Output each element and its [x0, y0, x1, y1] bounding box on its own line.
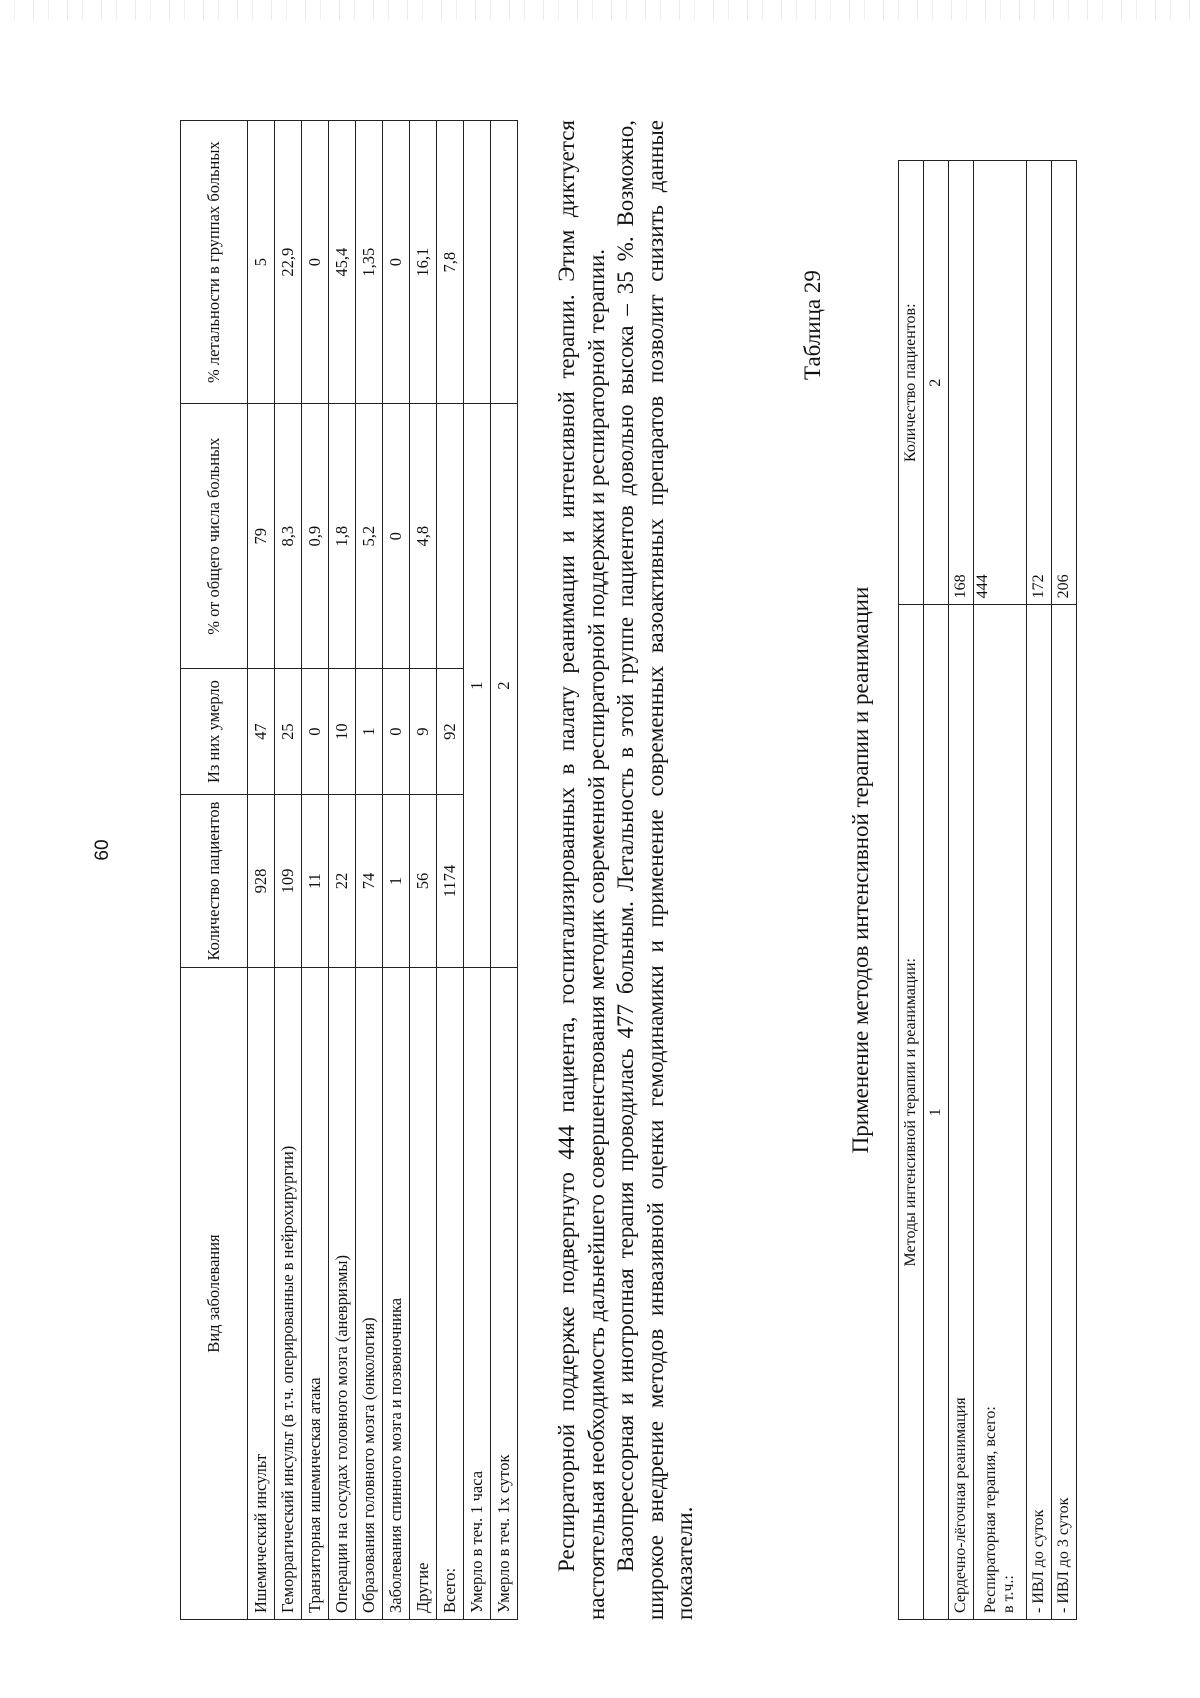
- table-row: [248, 121, 275, 1620]
- method-count: 206: [1052, 161, 1077, 605]
- patient-count: 56: [410, 795, 437, 968]
- table-column-numbers-row: [924, 161, 949, 1620]
- died-count: 9: [410, 669, 437, 795]
- percent-mortality: 1,35: [356, 121, 383, 404]
- method-count: 444: [974, 161, 1027, 605]
- disease-name: Другие: [410, 968, 437, 1620]
- disease-name: Геморрагический инсульт (в т.ч. оперированные в нейрохирургии): [275, 968, 302, 1620]
- percent-total: 8,3: [275, 404, 302, 669]
- percent-total: [437, 404, 464, 669]
- died-label: Умерло в теч. 1х суток: [491, 968, 518, 1620]
- rotated-page-content: [30, 40, 1073, 1640]
- header-disease-type: Вид заболевания: [181, 968, 248, 1620]
- table-row: [1027, 161, 1052, 1620]
- table-row-died-1h: [464, 121, 491, 1620]
- died-label: Умерло в теч. 1 часа: [464, 968, 491, 1620]
- intensive-therapy-table: [898, 160, 1077, 1620]
- table-row: [275, 121, 302, 1620]
- method-name: - ИВЛ до 3 суток: [1052, 605, 1077, 1620]
- percent-total: 0,9: [302, 404, 329, 669]
- method-name-cell: [974, 605, 1027, 1620]
- percent-mortality: 22,9: [275, 121, 302, 404]
- percent-mortality: 45,4: [329, 121, 356, 404]
- table-title: Применение методов интенсивной терапии и реанимации: [848, 586, 873, 1154]
- column-number: 2: [924, 161, 949, 605]
- died-count: 47: [248, 669, 275, 795]
- table-row: [949, 161, 974, 1620]
- table-row: [410, 121, 437, 1620]
- disease-name: Транзиторная ишемическая атака: [302, 968, 329, 1620]
- patient-count: 1174: [437, 795, 464, 968]
- percent-mortality: 0: [302, 121, 329, 404]
- disease-name: Операции на сосудах головного мозга (аневризмы): [329, 968, 356, 1620]
- patient-count: 22: [329, 795, 356, 968]
- method-name: Сердечно-лёгочная реанимация: [949, 605, 974, 1620]
- table-row: [302, 121, 329, 1620]
- died-count: 10: [329, 669, 356, 795]
- header-died: Из них умерло: [181, 669, 248, 795]
- patient-count: 74: [356, 795, 383, 968]
- table-row: [1052, 161, 1077, 1620]
- patient-count: 928: [248, 795, 275, 968]
- percent-total: 1,8: [329, 404, 356, 669]
- table-header-row: [899, 161, 924, 1620]
- table-row: [974, 161, 1027, 1620]
- percent-mortality: 16,1: [410, 121, 437, 404]
- method-count: 168: [949, 161, 974, 605]
- died-count: 1: [356, 669, 383, 795]
- disease-name: Ишемический инсульт: [248, 968, 275, 1620]
- patient-count: 11: [302, 795, 329, 968]
- header-percent-total: % от общего числа больных: [181, 404, 248, 669]
- method-name: Респираторная терапия, всего:: [982, 1406, 1000, 1613]
- method-subnote: в т.ч.:: [1000, 1575, 1017, 1613]
- table-row: [329, 121, 356, 1620]
- paragraph: Вазопрессорная и инотропная терапия проводилась 477 больным. Летальность в этой группе пациентов довольно высока – 35 %. Возможно, широкое внедрение методов инвазивной оценки гемодинамики и применение современных вазоактивных препаратов позволит снизить данные показатели.: [613, 120, 697, 1620]
- body-text: [552, 120, 700, 1620]
- died-count: 25: [275, 669, 302, 795]
- table-caption-number: Таблица 29: [800, 270, 825, 380]
- percent-total: 0: [383, 404, 410, 669]
- header-percent-mortality: % летальности в группах больных: [181, 121, 248, 404]
- patient-count: 1: [383, 795, 410, 968]
- died-value: 2: [491, 404, 518, 968]
- died-count: 0: [383, 669, 410, 795]
- table-row: [383, 121, 410, 1620]
- paragraph: Респираторной поддержке подвергнуто 444 пациента, госпитализированных в палату реанимации и интенсивной терапии. Этим диктуется настоятельная необходимость дальнейшего совершенствования методик современной респираторной поддержки и респираторной терапии.: [554, 120, 609, 1620]
- table-row: [356, 121, 383, 1620]
- header-patient-count: Количество пациентов: [181, 795, 248, 968]
- empty-cell: [491, 121, 518, 404]
- percent-mortality: 7,8: [437, 121, 464, 404]
- scan-artifact-strip: [0, 0, 1200, 20]
- method-count: 172: [1027, 161, 1052, 605]
- percent-total: 4,8: [410, 404, 437, 669]
- empty-cell: [464, 121, 491, 404]
- column-number: 1: [924, 605, 949, 1620]
- died-count: 0: [302, 669, 329, 795]
- table-header-row: [181, 121, 248, 1620]
- header-count: Количество пациентов:: [899, 161, 924, 605]
- disease-mortality-table: [180, 120, 518, 1620]
- died-value: 1: [464, 404, 491, 968]
- table-row-total: [437, 121, 464, 1620]
- percent-mortality: 0: [383, 121, 410, 404]
- percent-total: 5,2: [356, 404, 383, 669]
- method-name: - ИВЛ до суток: [1027, 605, 1052, 1620]
- percent-mortality: 5: [248, 121, 275, 404]
- page-number: 60: [92, 839, 113, 861]
- table-row-died-1d: [491, 121, 518, 1620]
- header-methods: Методы интенсивной терапии и реанимации:: [899, 605, 924, 1620]
- percent-total: 79: [248, 404, 275, 669]
- patient-count: 109: [275, 795, 302, 968]
- disease-name: Всего:: [437, 968, 464, 1620]
- disease-name: Заболевания спинного мозга и позвоночника: [383, 968, 410, 1620]
- disease-name: Образования головного мозга (онкология): [356, 968, 383, 1620]
- died-count: 92: [437, 669, 464, 795]
